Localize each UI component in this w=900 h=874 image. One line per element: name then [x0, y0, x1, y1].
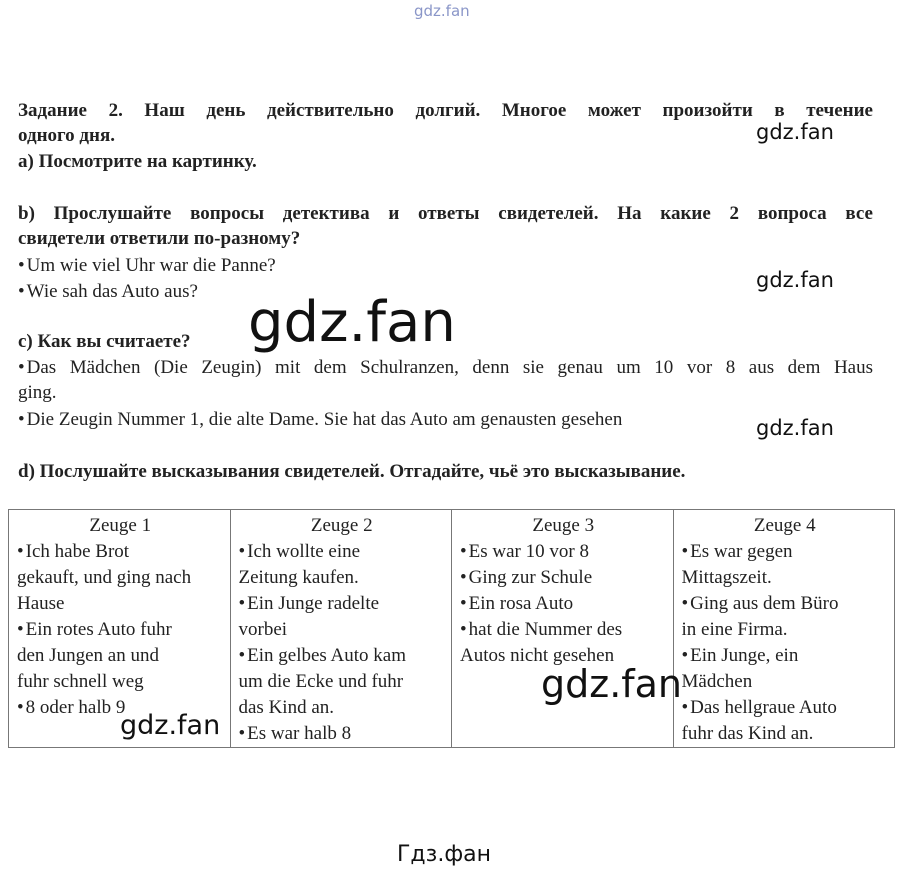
- item-line: Zeitung kaufen.: [238, 567, 359, 588]
- list-item: [239, 539, 446, 591]
- task-a: а) Посмотрите на картинку.: [18, 151, 257, 172]
- item-line: fuhr das Kind an.: [681, 723, 814, 744]
- item-line: Es war gegen: [690, 541, 793, 562]
- list-item: [460, 591, 667, 617]
- item-line: um die Ecke und fuhr: [238, 671, 404, 692]
- watermark-table-left: gdz.fan: [120, 710, 221, 741]
- task-c-item-1: [18, 357, 873, 379]
- item-line: Ein rosa Auto: [468, 593, 574, 614]
- item-line: Es war halb 8: [247, 723, 352, 744]
- item-line: hat die Nummer des: [468, 619, 623, 640]
- list-item: [682, 695, 889, 747]
- item-line: in eine Firma.: [681, 619, 788, 640]
- item-line: den Jungen an und: [17, 645, 159, 666]
- task-b-item-1-text: Um wie viel Uhr war die Panne?: [26, 255, 276, 276]
- list-item: [239, 643, 446, 721]
- item-line: Ich wollte eine: [247, 541, 361, 562]
- column-header: Zeuge 2: [310, 515, 373, 536]
- item-line: 8 oder halb 9: [25, 697, 126, 718]
- item-line: Ging zur Schule: [468, 567, 593, 588]
- list-item: [239, 591, 446, 643]
- task-c-item-2-text: Die Zeugin Nummer 1, die alte Dame. Sie hat das Auto am genausten gesehen: [26, 409, 623, 430]
- list-item: [460, 565, 667, 591]
- task-c-item-1-cont: ging.: [18, 382, 57, 403]
- task-c-item-2: [18, 409, 873, 431]
- task-title-line2: одного дня.: [18, 125, 116, 146]
- list-item: [17, 617, 224, 695]
- task-c: с) Как вы считаете?: [18, 331, 191, 352]
- task-b-item-2-text: Wie sah das Auto aus?: [26, 281, 198, 302]
- watermark-top: gdz.fan: [414, 2, 470, 20]
- item-line: vorbei: [238, 619, 288, 640]
- task-b-line2: свидетели ответили по-разному?: [18, 228, 301, 249]
- item-line: fuhr schnell weg: [17, 671, 144, 692]
- watermark-right-2: gdz.fan: [756, 268, 834, 292]
- witness-column-4: [673, 510, 895, 748]
- item-line: Mädchen: [681, 671, 753, 692]
- watermark-bottom: Гдз.фан: [397, 842, 491, 867]
- task-d: d) Послушайте высказывания свидетелей. Отгадайте, чьё это высказывание.: [18, 461, 686, 482]
- item-line: Ein gelbes Auto kam: [247, 645, 406, 666]
- column-header: Zeuge 3: [532, 515, 595, 536]
- item-line: Es war 10 vor 8: [468, 541, 589, 562]
- task-title-line1: Задание 2. Наш день действительно долгий. Многое может произойти в течение: [18, 100, 873, 121]
- task-b-line1: b) Прослушайте вопросы детектива и ответы свидетелей. На какие 2 вопроса все: [18, 203, 873, 224]
- item-line: Ein Junge radelte: [247, 593, 380, 614]
- task-c-item-1-text: Das Mädchen (Die Zeugin) mit dem Schulranzen, denn sie genau um 10 vor 8 aus dem Haus: [26, 357, 873, 378]
- item-line: Ein rotes Auto fuhr: [25, 619, 172, 640]
- item-line: Autos nicht gesehen: [460, 645, 615, 666]
- item-line: Ich habe Brot: [25, 541, 130, 562]
- item-line: Ging aus dem Büro: [690, 593, 839, 614]
- witness-column-2: [230, 510, 452, 748]
- watermark-table-mid: gdz.fan: [541, 662, 683, 706]
- list-item: [682, 539, 889, 591]
- watermark-right-1: gdz.fan: [756, 120, 834, 144]
- column-header: Zeuge 1: [89, 515, 152, 536]
- column-header: Zeuge 4: [753, 515, 816, 536]
- watermark-right-3: gdz.fan: [756, 416, 834, 440]
- item-line: gekauft, und ging nach: [17, 567, 192, 588]
- list-item: [460, 539, 667, 565]
- witness-column-3: [452, 510, 674, 748]
- item-line: Mittagszeit.: [681, 567, 772, 588]
- item-line: Das hellgraue Auto: [690, 697, 837, 718]
- list-item: [682, 643, 889, 695]
- watermark-center: gdz.fan: [248, 290, 456, 355]
- item-line: Ein Junge, ein: [690, 645, 799, 666]
- list-item: [682, 591, 889, 643]
- item-line: Hause: [17, 593, 65, 614]
- item-line: das Kind an.: [238, 697, 335, 718]
- task-b-item-1: [18, 255, 873, 277]
- list-item: [239, 721, 446, 747]
- list-item: [17, 539, 224, 617]
